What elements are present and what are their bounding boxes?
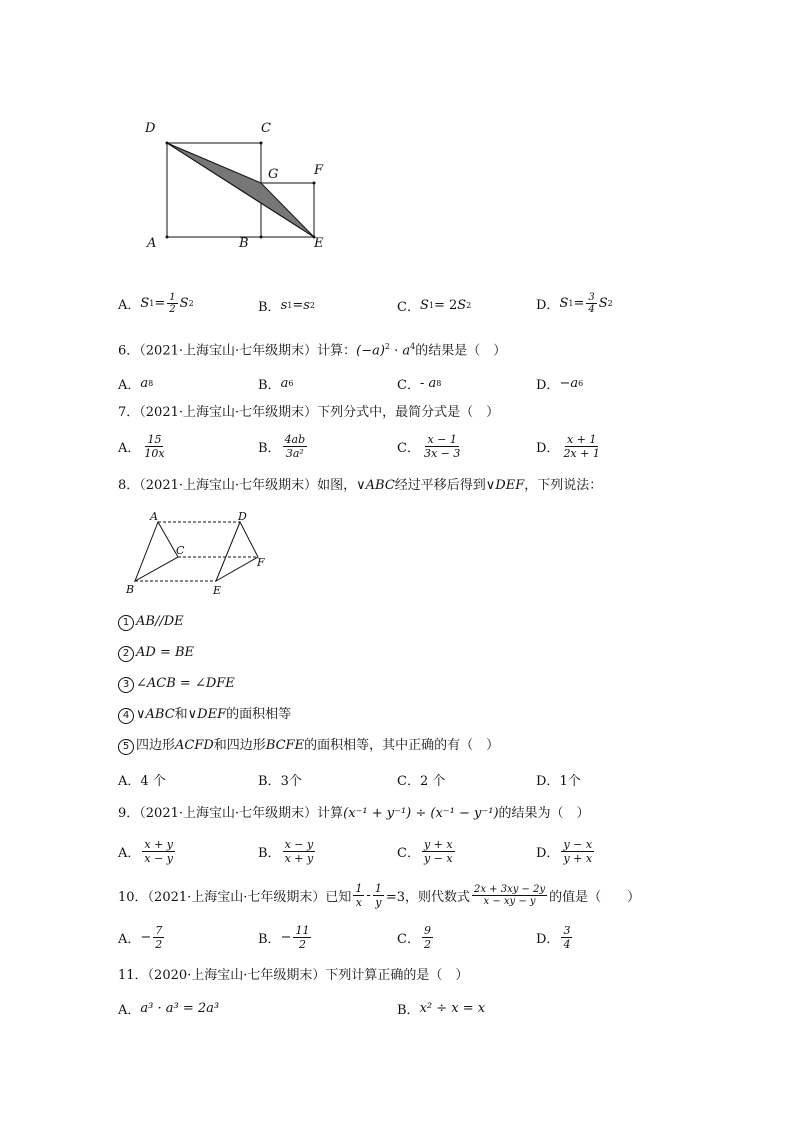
q8-option-d[interactable]: D． 1个 — [536, 774, 581, 789]
q5-option-c[interactable]: C． S 1 = 2 S 2 — [397, 298, 472, 315]
label-e: E — [314, 236, 324, 251]
q9-option-c[interactable]: C． $\frac{y + x}{y - x}$ — [397, 838, 453, 865]
label-g: G — [268, 167, 279, 182]
q6-option-d[interactable]: D． −a 6 — [536, 376, 584, 393]
q8-statement-4: 4 ∨ABC和∨DEF的面积相等 — [118, 707, 291, 724]
q8-statement-5: 5 四边形ACFD和四边形BCFE的面积相等，其中正确的有（ ） — [118, 738, 499, 755]
fraction: $\frac{x - 1}{3x - 3}$ — [423, 433, 461, 460]
fraction: $\frac{1}{2}$ — [169, 292, 176, 315]
fraction: $\frac{y - x}{y + x}$ — [563, 838, 593, 865]
q10-option-c[interactable]: C． $\frac{9}{2}$ — [397, 924, 431, 951]
q6-stem: 6．（2021·上海宝山·七年级期末）计算：$(-a)^2 \cdot a^4$的结果是（ ） — [118, 342, 507, 359]
q11-stem: 11．（2020·上海宝山·七年级期末）下列计算正确的是（ ） — [118, 968, 469, 983]
fraction: $\frac{1}{y}$ — [374, 882, 382, 909]
label-b: B — [239, 236, 249, 251]
label-a: A — [150, 510, 158, 523]
label-e: E — [213, 584, 222, 597]
q5-option-d[interactable]: D． S 1 = $\frac{3}{4}$ S 2 — [536, 292, 613, 315]
square-rectangle-figure — [135, 110, 345, 260]
fraction: $\frac{7}{2}$ — [155, 924, 163, 951]
label-a: A — [147, 236, 157, 251]
q7-option-d[interactable]: D． $\frac{x + 1}{2x + 1}$ — [536, 433, 600, 460]
q9-stem: 9．（2021·上海宝山·七年级期末）计算(x⁻¹ + y⁻¹) ÷ (x⁻¹ − y⁻¹)的结果为（ ） — [118, 806, 590, 821]
fraction: $\frac{15}{10x}$ — [144, 433, 165, 460]
fraction: $\frac{y + x}{y - x}$ — [423, 838, 453, 865]
label-b: B — [126, 583, 135, 596]
q8-statement-2: 2 AD = BE — [118, 645, 194, 662]
q11-option-a[interactable]: A． a³ · a³ = 2a³ — [118, 1001, 220, 1018]
q6-option-b[interactable]: B． a 6 — [258, 376, 294, 393]
q10-option-a[interactable]: A． − $\frac{7}{2}$ — [118, 924, 163, 951]
q9-option-a[interactable]: A． $\frac{x + y}{x - y}$ — [118, 838, 174, 865]
label-c: C — [261, 121, 271, 136]
q9-option-b[interactable]: B． $\frac{x - y}{x + y}$ — [258, 838, 314, 865]
q11-option-b[interactable]: B． x² ÷ x = x — [397, 1001, 486, 1018]
q8-option-c[interactable]: C． 2 个 — [397, 774, 446, 789]
q5-option-b[interactable]: B． s 1 = s 2 — [258, 298, 315, 315]
q6-option-a[interactable]: A． a 8 — [118, 376, 154, 393]
fraction: $\frac{9}{2}$ — [423, 924, 431, 951]
label-f: F — [257, 556, 265, 569]
fraction: $\frac{4ab}{\text{3a²}}$ — [284, 433, 306, 460]
q7-option-a[interactable]: A． $\frac{15}{10x}$ — [118, 433, 165, 460]
q6-option-c[interactable]: C． - a 8 — [397, 376, 442, 393]
q8-statement-1: 1 AB//DE — [118, 614, 184, 631]
q7-option-b[interactable]: B． $\frac{4ab}{\text{3a²}}$ — [258, 433, 306, 460]
q8-statement-3: 3 ∠ACB = ∠DFE — [118, 676, 235, 693]
q8-stem: 8．（2021·上海宝山·七年级期末）如图，∨ABC经过平移后得到∨DEF，下列说法： — [118, 478, 603, 493]
label-d: D — [238, 510, 247, 523]
q10-option-b[interactable]: B． − $\frac{11}{2}$ — [258, 924, 310, 951]
q9-option-d[interactable]: D． $\frac{y - x}{y + x}$ — [536, 838, 593, 865]
label-d: D — [145, 121, 156, 136]
label-c: C — [176, 544, 185, 557]
fraction: $\frac{3}{4}$ — [588, 292, 595, 315]
q8-option-b[interactable]: B． 3个 — [258, 774, 302, 789]
translation-figure — [120, 508, 280, 600]
q5-option-a[interactable]: A． S 1 = $\frac{1}{2}$ S 2 — [118, 292, 194, 315]
fraction: $\frac{x - y}{x + y}$ — [284, 838, 314, 865]
fraction: $\frac{2x + 3xy - 2y}{x - xy - y}$ — [473, 884, 546, 907]
q8-option-a[interactable]: A． 4 个 — [118, 774, 166, 789]
fraction: $\frac{x + y}{x - y}$ — [144, 838, 174, 865]
fraction: $\frac{11}{2}$ — [295, 924, 310, 951]
q10-option-d[interactable]: D． $\frac{3}{4}$ — [536, 924, 571, 951]
fraction: $\frac{1}{x}$ — [355, 882, 363, 909]
q7-option-c[interactable]: C． $\frac{x - 1}{3x - 3}$ — [397, 433, 461, 460]
q10-stem: 10．（2021·上海宝山·七年级期末）已知 $\frac{1}{x}$ - $\frac{1}{y}$ =3，则代数式 $\frac{2x + 3xy - 2y}{x - xy - y}$ 的值是（ ） — [118, 882, 641, 909]
label-f: F — [314, 163, 324, 178]
q7-stem: 7．（2021·上海宝山·七年级期末）下列分式中，最简分式是（ ） — [118, 405, 500, 420]
fraction: $\frac{3}{4}$ — [563, 924, 571, 951]
fraction: $\frac{x + 1}{2x + 1}$ — [563, 433, 600, 460]
